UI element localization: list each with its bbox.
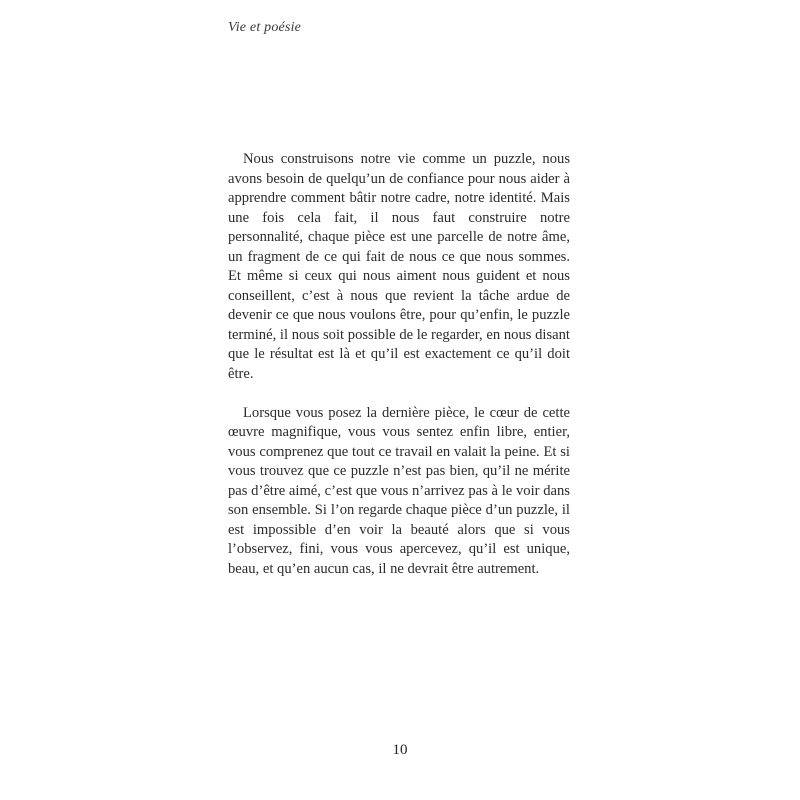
paragraph-1: Nous construisons notre vie comme un puzzle, nous avons besoin de quelqu’un de confiance pour nous aider à apprendre comment bâtir notre cadre, notre identité. Mais une fois cela fait, il nous faut construire notre personnalité, chaque pièce est une parcelle de notre âme, un fragment de ce qui fait de nous ce que nous sommes. Et même si ceux qui nous aiment nous guident et nous conseillent, c’est à nous que revient la tâche ardue de devenir ce que nous voulons être, pour qu’enfin, le puzzle terminé, il nous soit possible de le regarder, en nous disant que le résultat est là et qu’il est exactement ce qu’il doit être. <box>228 151 570 382</box>
paragraph-2: Lorsque vous posez la dernière pièce, le cœur de cette œuvre magnifique, vous vous sentez enfin libre, entier, vous comprenez que tout ce travail en valait la peine. Et si vous trouvez que ce puzzle n’est pas bien, qu’il ne mérite pas d’être aimé, c’est que vous n’arrivez pas à le voir dans son ensemble. Si l’on regarde chaque pièce d’un puzzle, il est impossible d’en voir la beauté alors que si vous l’observez, fini, vous vous apercevez, qu’il est unique, beau, et qu’en aucun cas, il ne devrait être autrement. <box>228 404 570 577</box>
running-header-title: Vie et poésie <box>228 20 302 35</box>
body-text <box>228 150 570 599</box>
page-number: 10 <box>392 742 408 758</box>
